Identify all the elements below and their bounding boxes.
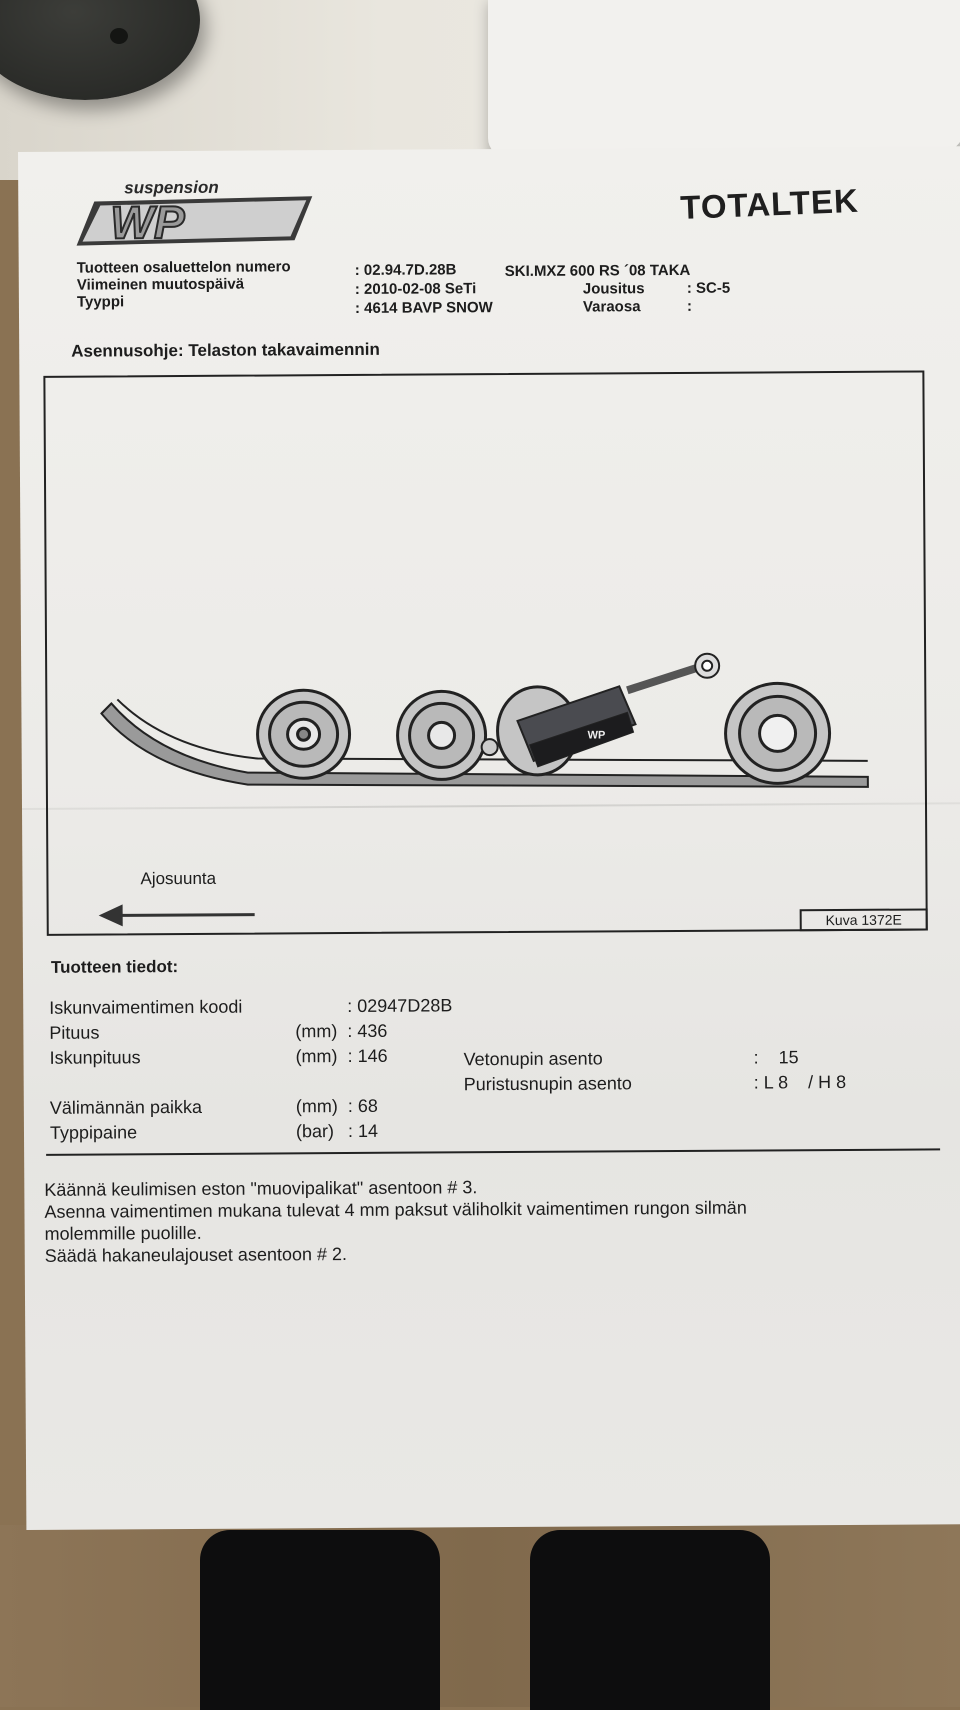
installation-notes: [44, 1176, 747, 1268]
spec-value: : 02947D28B: [347, 995, 453, 1017]
spec-value: : 68: [347, 1095, 378, 1117]
direction-label: Ajosuunta: [140, 868, 217, 889]
header-model: SKI.MXZ 600 RS ´08 TAKA: [504, 261, 691, 281]
note-line: Käännä keulimisen eston "muovipalikat" asentoon # 3.: [44, 1177, 478, 1200]
header-labels: [77, 258, 291, 310]
spec-unit: (mm): [295, 1046, 338, 1067]
spec-unit: (mm): [295, 1021, 338, 1042]
varaosa-label: Varaosa: [582, 298, 641, 316]
adjust-value: : L 8 / H 8: [753, 1071, 847, 1093]
track-suspension-illustration: [45, 372, 929, 937]
header-label-part-number: Tuotteen osaluettelon numero: [76, 258, 291, 277]
spec-label: Typpipaine: [49, 1122, 138, 1143]
adjust-label: Puristusnupin asento: [463, 1073, 632, 1095]
wp-suspension-logo: [74, 178, 322, 250]
divider: [46, 1148, 940, 1155]
spec-value: : 436: [347, 1020, 388, 1042]
header-value-part-number: : 02.94.7D.28B: [354, 261, 457, 279]
spec-unit: (mm): [295, 1096, 338, 1117]
background-floor: [0, 1525, 960, 1707]
adjust-label: Vetonupin asento: [463, 1048, 603, 1070]
jousitus-label: Jousitus: [582, 280, 645, 298]
header-value-last-modified: : 2010-02-08 SeTi: [354, 280, 477, 298]
spec-label: Iskunpituus: [49, 1047, 141, 1068]
background-leg-left: [200, 1530, 440, 1710]
header-value-type: : 4614 BAVP SNOW: [354, 299, 493, 317]
header-label-last-modified: Viimeinen muutospäivä: [76, 275, 245, 294]
installation-figure: [43, 370, 927, 935]
svg-text:WP: WP: [587, 729, 606, 742]
adjust-value: : 15: [753, 1047, 799, 1068]
brand-name: TOTALTEK: [679, 181, 860, 227]
header-values: [355, 260, 493, 318]
product-info-title: Tuotteen tiedot:: [50, 957, 179, 977]
note-line: Asenna vaimentimen mukana tulevat 4 mm paksut väliholkit vaimentimen rungon silmän: [44, 1197, 747, 1222]
spec-label: Pituus: [49, 1022, 100, 1043]
wheel-icon: [257, 690, 350, 779]
logo-suspension-text: suspension: [124, 178, 219, 198]
logo-wp-text: WP: [110, 195, 185, 249]
section-title: Asennusohje: Telaston takavaimennin: [71, 339, 380, 361]
note-line: Säädä hakaneulajouset asentoon # 2.: [44, 1244, 348, 1266]
spec-unit: (bar): [295, 1121, 335, 1142]
header-label-type: Tyyppi: [76, 293, 125, 311]
figure-caption: Kuva 1372E: [800, 908, 928, 931]
background-paper-sheet: [488, 0, 960, 158]
note-line: molemmille puolille.: [44, 1222, 202, 1244]
background-leg-right: [530, 1530, 770, 1710]
spec-value: : 146: [347, 1045, 388, 1067]
instruction-sheet: [18, 146, 960, 1530]
spec-label: Iskunvaimentimen koodi: [49, 996, 243, 1018]
jousitus-value: : SC-5: [686, 279, 731, 297]
direction-arrow-icon: [99, 904, 255, 927]
spec-value: : 14: [347, 1120, 379, 1142]
spec-label: Välimännän paikka: [49, 1096, 203, 1118]
header-suspension-info: [583, 280, 731, 317]
varaosa-value: :: [686, 297, 693, 315]
